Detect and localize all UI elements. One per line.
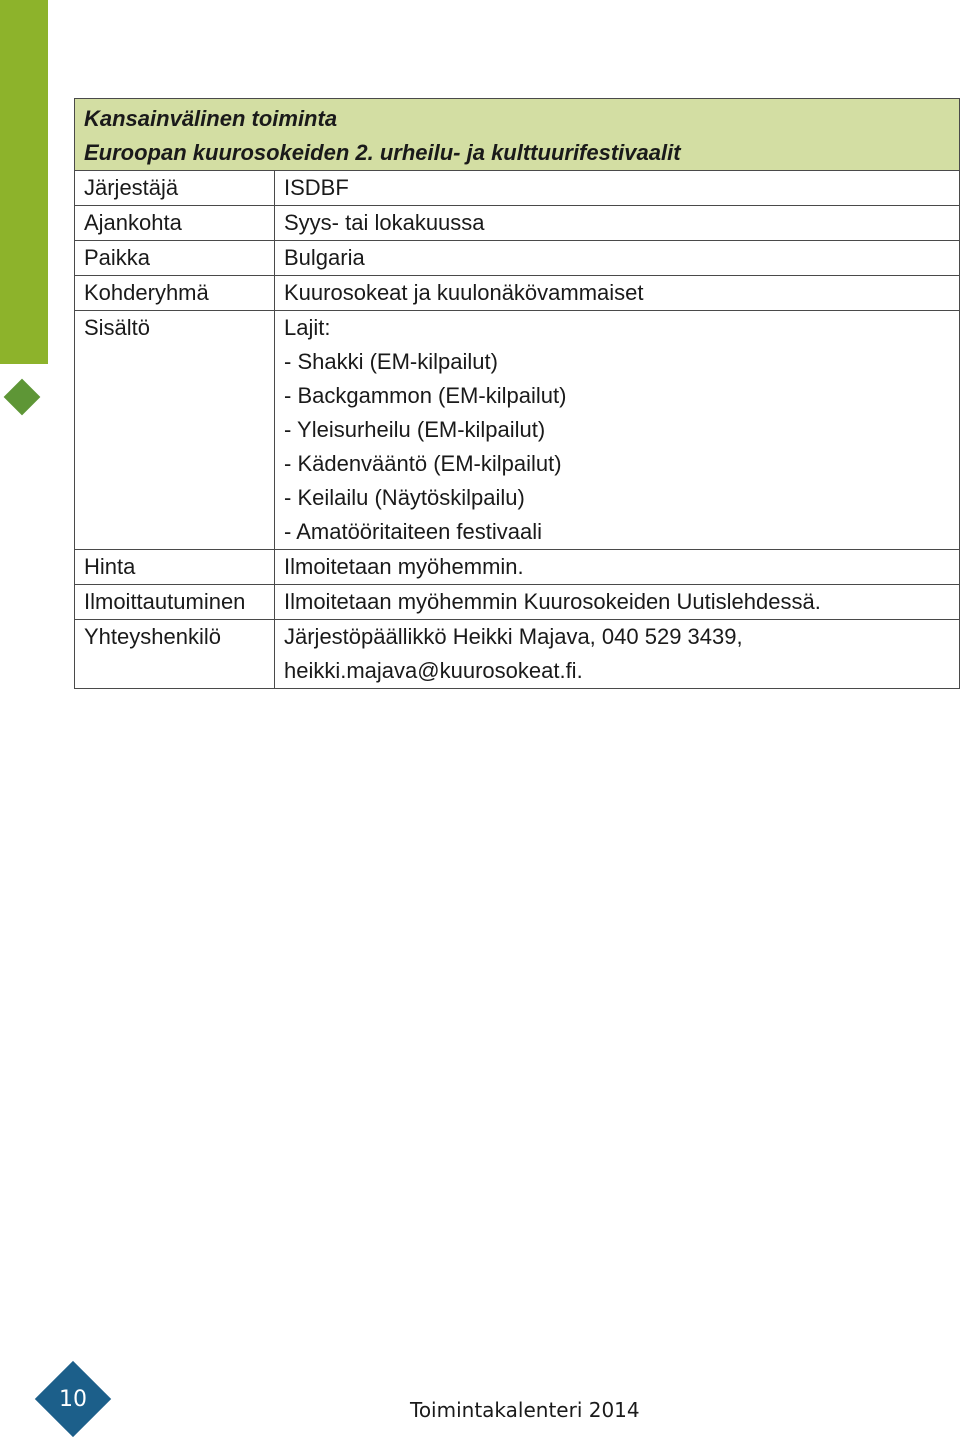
footer-title: Toimintakalenteri 2014	[410, 1398, 640, 1422]
row-value	[275, 311, 960, 550]
row-value	[275, 585, 960, 620]
row-label: Yhteyshenkilö	[75, 620, 275, 689]
table-row	[75, 171, 960, 206]
row-value-line: - Shakki (EM-kilpailut)	[284, 349, 498, 374]
row-value	[275, 206, 960, 241]
row-label: Sisältö	[75, 311, 275, 550]
table-header	[75, 99, 960, 171]
row-value-line: Ilmoitetaan myöhemmin.	[284, 554, 524, 579]
row-value-line: Ilmoitetaan myöhemmin Kuurosokeiden Uutislehdessä.	[284, 589, 821, 614]
side-accent-bar	[0, 0, 48, 364]
row-value-line: Syys- tai lokakuussa	[284, 210, 485, 235]
row-value-line: Järjestöpäällikkö Heikki Majava, 040 529 3439,	[284, 624, 743, 649]
row-value	[275, 620, 960, 689]
row-label: Ilmoittautuminen	[75, 585, 275, 620]
table-row	[75, 276, 960, 311]
page-number: 10	[59, 1386, 87, 1412]
event-info-table	[74, 98, 960, 689]
row-value-line: - Keilailu (Näytöskilpailu)	[284, 485, 525, 510]
table-row	[75, 311, 960, 550]
row-value	[275, 171, 960, 206]
row-value-line: Bulgaria	[284, 245, 365, 270]
table-row	[75, 550, 960, 585]
row-value-line: ISDBF	[284, 175, 349, 200]
table-row	[75, 620, 960, 689]
row-label: Paikka	[75, 241, 275, 276]
row-label: Järjestäjä	[75, 171, 275, 206]
row-value-line: - Yleisurheilu (EM-kilpailut)	[284, 417, 546, 442]
row-value-line: Lajit:	[284, 315, 331, 340]
contact-email: heikki.majava@kuurosokeat.fi.	[284, 658, 583, 683]
row-value-line: - Backgammon (EM-kilpailut)	[284, 383, 567, 408]
row-label: Hinta	[75, 550, 275, 585]
row-value-line: - Kädenvääntö (EM-kilpailut)	[284, 451, 562, 476]
table-row	[75, 206, 960, 241]
row-value	[275, 550, 960, 585]
table-header-row	[75, 99, 960, 171]
side-diamond-marker	[4, 379, 41, 416]
row-value-line: Kuurosokeat ja kuulonäkövammaiset	[284, 280, 644, 305]
section-title: Kansainvälinen toiminta	[84, 106, 338, 131]
row-label: Kohderyhmä	[75, 276, 275, 311]
row-value-line: - Amatööritaiteen festivaali	[284, 519, 543, 544]
row-label: Ajankohta	[75, 206, 275, 241]
table-row	[75, 585, 960, 620]
table-row	[75, 241, 960, 276]
event-title: Euroopan kuurosokeiden 2. urheilu- ja kulttuurifestivaalit	[84, 140, 681, 165]
row-value	[275, 276, 960, 311]
row-value	[275, 241, 960, 276]
